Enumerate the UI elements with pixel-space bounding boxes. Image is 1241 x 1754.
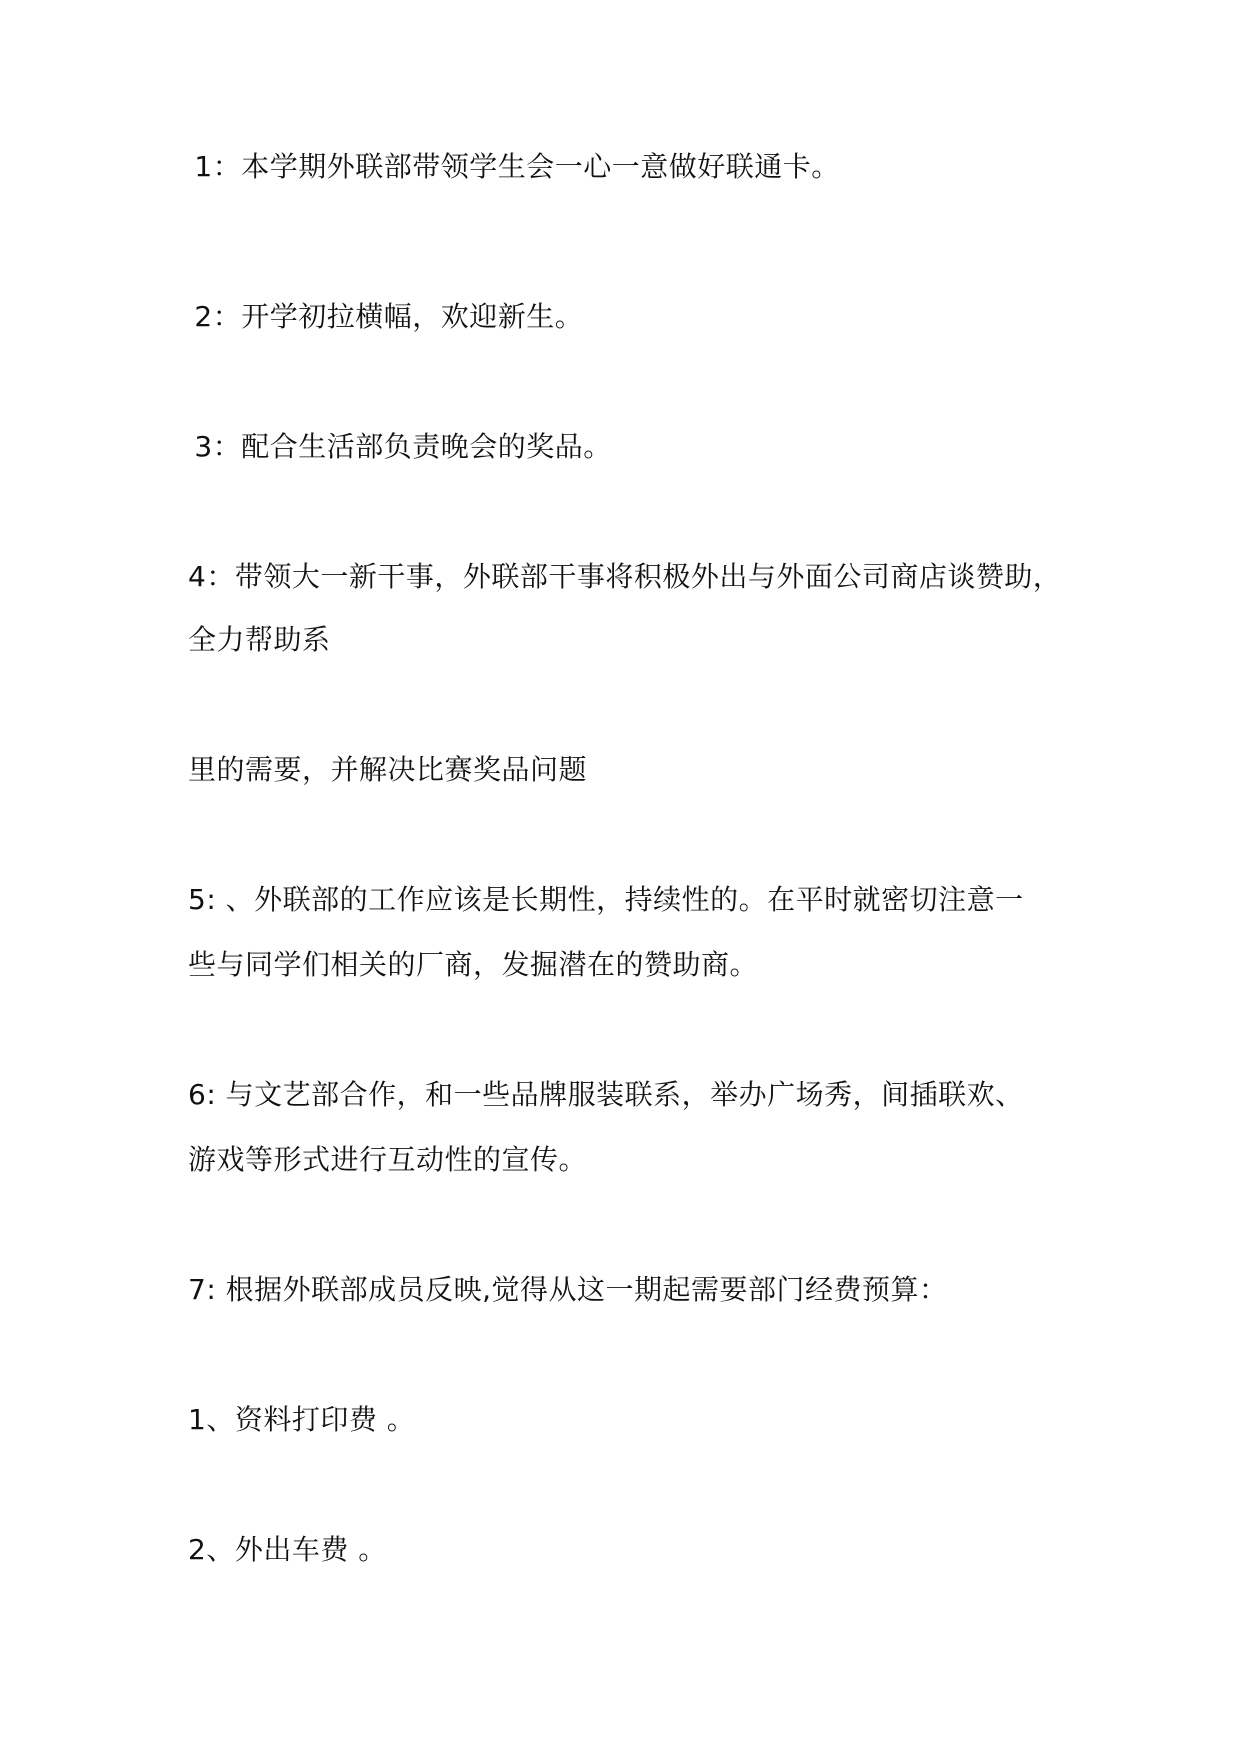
text-line-budget-1: 1、资料打印费 。 (188, 1403, 416, 1436)
text-line-budget-2: 2、外出车费 。 (188, 1533, 387, 1566)
text-line-item-4-cont: 全力帮助系 (188, 623, 331, 656)
text-line-item-7: 7: 根据外联部成员反映,觉得从这一期起需要部门经费预算： (188, 1273, 948, 1306)
text-line-item-1: 1：本学期外联部带领学生会一心一意做好联通卡。 (185, 150, 840, 183)
text-line-item-6: 6: 与文艺部合作，和一些品牌服装联系，举办广场秀，间插联欢、 (188, 1078, 1024, 1111)
text-line-item-5: 5: 、外联部的工作应该是长期性，持续性的。在平时就密切注意一 (188, 883, 1024, 916)
text-line-item-2: 2：开学初拉横幅，欢迎新生。 (185, 300, 584, 333)
text-line-item-4-cont2: 里的需要，并解决比赛奖品问题 (188, 753, 588, 786)
text-line-item-4: 4：带领大一新干事，外联部干事将积极外出与外面公司商店谈赞助， (188, 560, 1062, 593)
text-line-item-5-cont: 些与同学们相关的厂商，发掘潜在的赞助商。 (188, 948, 759, 981)
text-line-item-6-cont: 游戏等形式进行互动性的宣传。 (188, 1143, 588, 1176)
text-line-item-3: 3：配合生活部负责晚会的奖品。 (185, 430, 612, 463)
